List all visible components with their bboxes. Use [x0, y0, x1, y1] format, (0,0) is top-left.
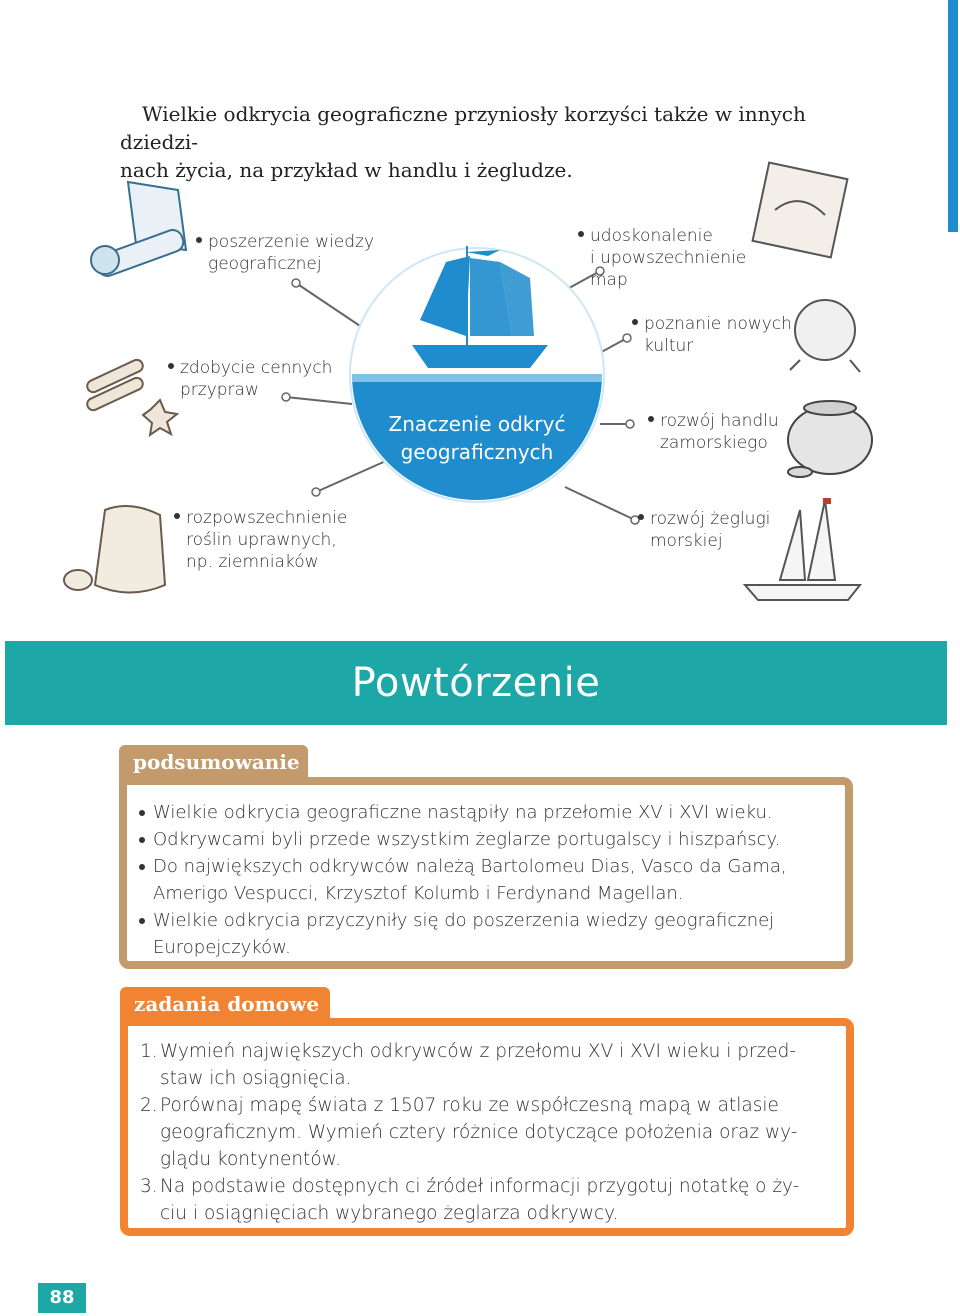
summary-item: Odkrywcami byli przede wszystkim żeglarze portugalscy i hiszpańscy.	[135, 826, 845, 853]
homework-box	[120, 1018, 854, 1236]
homework-tab: zadania domowe	[120, 987, 330, 1021]
diagram-label-plants: rozpowszechnienie roślin uprawnych, np. ziemniaków	[174, 507, 347, 573]
summary-tab: podsumowanie	[119, 745, 308, 779]
center-title-line-1: Znaczenie odkryć	[388, 412, 566, 436]
diagram-label-trade: rozwój handlu zamorskiego	[648, 410, 779, 454]
summary-item: Wielkie odkrycia geograficzne nastąpiły na przełomie XV i XVI wieku.	[135, 799, 845, 826]
diagram-label-shipping: rozwój żeglugi morskiej	[638, 508, 770, 552]
homework-item: 1. Wymień największych odkrywców z przełomu XV i XVI wieku i przed- staw ich osiągnięcia.	[140, 1041, 797, 1089]
spices-icon	[85, 358, 177, 435]
diagram-label-maps: udoskonalenie i upowszechnienie map	[578, 225, 746, 291]
intro-line-2: nach życia, na przykład w handlu i żegludze.	[120, 158, 573, 182]
diagram-label-knowledge: poszerzenie wiedzy geograficznej	[196, 231, 374, 275]
section-header	[5, 641, 947, 725]
world-map-icon	[753, 163, 848, 258]
potato-sack-icon	[64, 506, 165, 593]
diagram-label-spices: zdobycie cennych przypraw	[168, 357, 332, 401]
pot-icon	[788, 401, 872, 477]
summary-item: Wielkie odkrycia przyczyniły się do poszerzenia wiedzy geograficznej Europejczyków.	[135, 907, 845, 961]
summary-box	[119, 777, 853, 969]
section-title: Powtórzenie	[351, 660, 601, 706]
diagram-graphic	[0, 160, 960, 620]
diagram-center-title	[360, 410, 594, 466]
page-number: 88	[38, 1283, 86, 1313]
diagram-label-cultures: poznanie nowych kultur	[632, 313, 792, 357]
summary-item: Do największych odkrywców należą Bartolomeu Dias, Vasco da Gama, Amerigo Vespucci, Krzysztof Kolumb i Ferdynand Magellan.	[135, 853, 845, 907]
homework-item: 3. Na podstawie dostępnych ci źródeł informacji przygotuj notatkę o ży- ciu i osiągnięciach wybranego żeglarza odkrywcy.	[140, 1176, 800, 1224]
homework-item: 2. Porównaj mapę świata z 1507 roku ze współczesną mapą w atlasie geograficznym. Wymień cztery różnice dotyczące położenia oraz wy- glądu kontynentów.	[140, 1095, 798, 1170]
headdress-icon	[790, 300, 860, 372]
intro-line-1: Wielkie odkrycia geograficzne przyniosły korzyści także w innych dziedzi-	[120, 102, 806, 154]
center-title-line-2: geograficznych	[400, 440, 554, 464]
telescope-map-icon	[91, 182, 186, 279]
